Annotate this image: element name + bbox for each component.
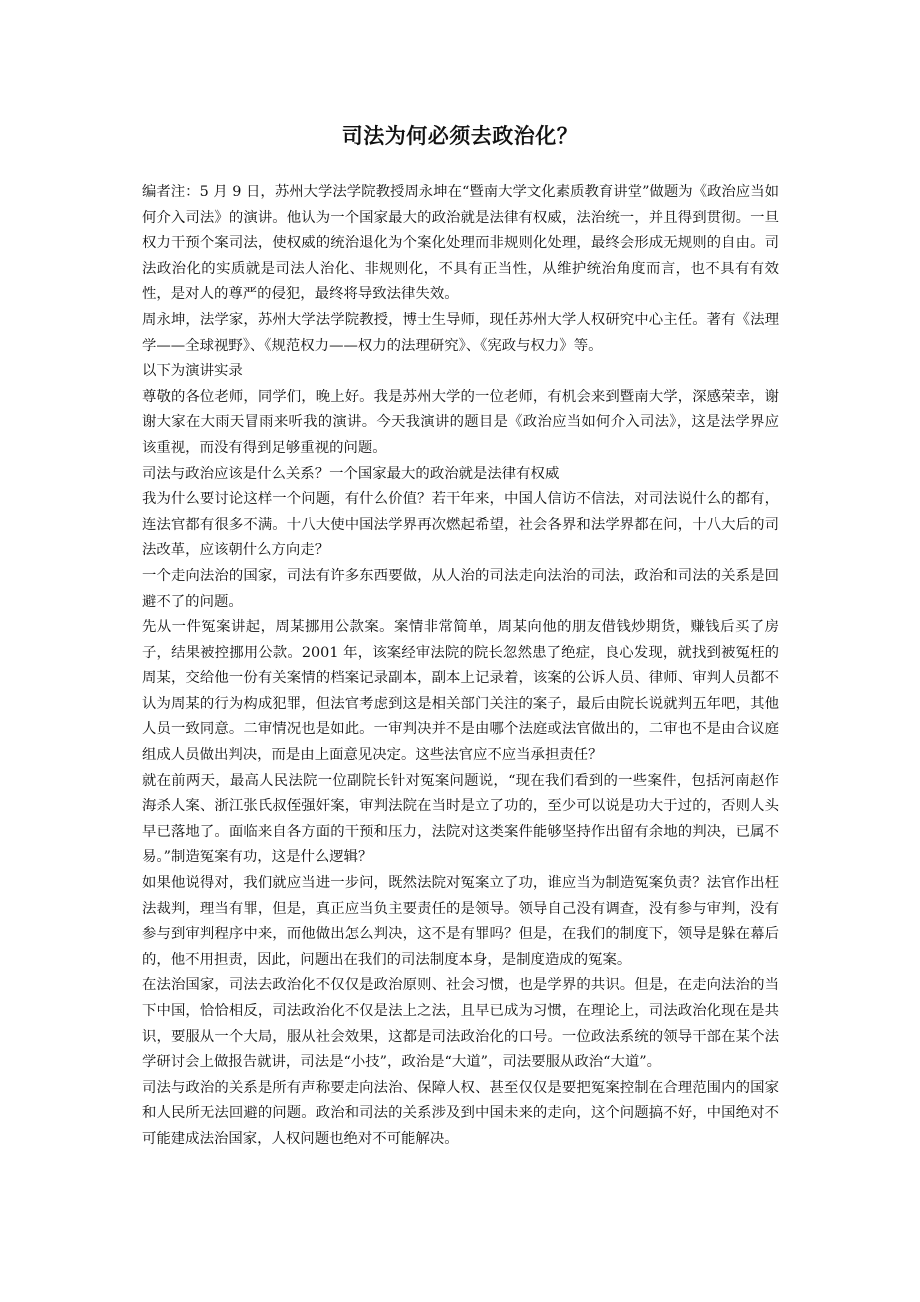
transcript-intro-line: 以下为演讲实录 bbox=[142, 363, 243, 380]
body-paragraph: 就在前两天，最高人民法院一位副院长针对冤案问题说，“现在我们看到的一些案件，包括河南赵作海杀人案、浙江张氏叔侄强奸案，审判法院在当时是立了功的，至少可以说是功大于过的，否则人头早已落地了。面临来自各方面的干预和压力，法院对这类案件能够坚持作出留有余地的判决，已属不易。”制造冤案有功，这是什么逻辑？ bbox=[142, 772, 779, 866]
body-paragraph: 尊敬的各位老师，同学们，晚上好。我是苏州大学的一位老师，有机会来到暨南大学，深感荣幸，谢谢大家在大雨天冒雨来听我的演讲。今天我演讲的题目是《政治应当如何介入司法》，这是法学界应该重视，而没有得到足够重视的问题。 bbox=[142, 388, 779, 456]
section-heading: 司法与政治应该是什么关系？一个国家最大的政治就是法律有权威 bbox=[142, 465, 560, 482]
body-paragraph: 先从一件冤案讲起，周某挪用公款案。案情非常简单，周某向他的朋友借钱炒期货，赚钱后买了房子，结果被控挪用公款。2001 年，该案经审法院的院长忽然患了绝症，良心发现，就找到被冤枉的周某，交给他一份有关案情的档案记录副本，副本上记录着，该案的公诉人员、律师、审判人员都不认为周某的行为构成犯罪，但法官考虑到这是相关部门关注的案子，最后由院长说就判五年吧，其他人员一致同意。二审情况也是如此。一审判决并不是由哪个法庭或法官做出的，二审也不是由合议庭组成人员做出判决，而是由上面意见决定。这些法官应不应当承担责任？ bbox=[142, 619, 779, 764]
body-paragraph: 一个走向法治的国家，司法有许多东西要做，从人治的司法走向法治的司法，政治和司法的关系是回避不了的问题。 bbox=[142, 567, 779, 610]
body-paragraph: 如果他说得对，我们就应当进一步问，既然法院对冤案立了功，谁应当为制造冤案负责？法官作出枉法裁判，理当有罪，但是，真正应当负主要责任的是领导。领导自己没有调查，没有参与审判，没有参与到审判程序中来，而他做出怎么判决，这不是有罪吗？但是，在我们的制度下，领导是躲在幕后的，他不用担责，因此，问题出在我们的司法制度本身，是制度造成的冤案。 bbox=[142, 875, 779, 968]
document-body bbox=[142, 180, 779, 1153]
body-paragraph: 司法与政治的关系是所有声称要走向法治、保障人权、甚至仅仅是要把冤案控制在合理范围内的国家和人民所无法回避的问题。政治和司法的关系涉及到中国未来的走向，这个问题搞不好，中国绝对不可能建成法治国家，人权问题也绝对不可能解决。 bbox=[142, 1079, 779, 1147]
document-title: 司法为何必须去政治化？ bbox=[341, 124, 579, 148]
body-paragraph: 我为什么要讨论这样一个问题，有什么价值？若干年来，中国人信访不信法，对司法说什么的都有，连法官都有很多不满。十八大使中国法学界再次燃起希望，社会各界和法学界都在问，十八大后的司法改革，应该朝什么方向走？ bbox=[142, 491, 779, 559]
editor-note-paragraph: 编者注：5 月 9 日，苏州大学法学院教授周永坤在“暨南大学文化素质教育讲堂”做题为《政治应当如何介入司法》的演讲。他认为一个国家最大的政治就是法律有权威，法治统一，并且得到贯彻。一旦权力干预个案司法，使权威的统治退化为个案化处理而非规则化处理，最终会形成无规则的自由。司法政治化的实质就是司法人治化、非规则化，不具有正当性，从维护统治角度而言，也不具有有效性，是对人的尊严的侵犯，最终将导致法律失效。 bbox=[142, 184, 779, 303]
body-paragraph: 在法治国家，司法去政治化不仅仅是政治原则、社会习惯，也是学界的共识。但是，在走向法治的当下中国，恰恰相反，司法政治化不仅是法上之法，且早已成为习惯，在理论上，司法政治化现在是共识，要服从一个大局，服从社会效果，这都是司法政治化的口号。一位政法系统的领导干部在某个法学研讨会上做报告就讲，司法是“小技”，政治是“大道”，司法要服从政治“大道”。 bbox=[142, 977, 779, 1071]
author-bio-paragraph: 周永坤，法学家，苏州大学法学院教授，博士生导师，现任苏州大学人权研究中心主任。著有《法理学——全球视野》、《规范权力——权力的法理研究》、《宪政与权力》等。 bbox=[142, 311, 779, 354]
